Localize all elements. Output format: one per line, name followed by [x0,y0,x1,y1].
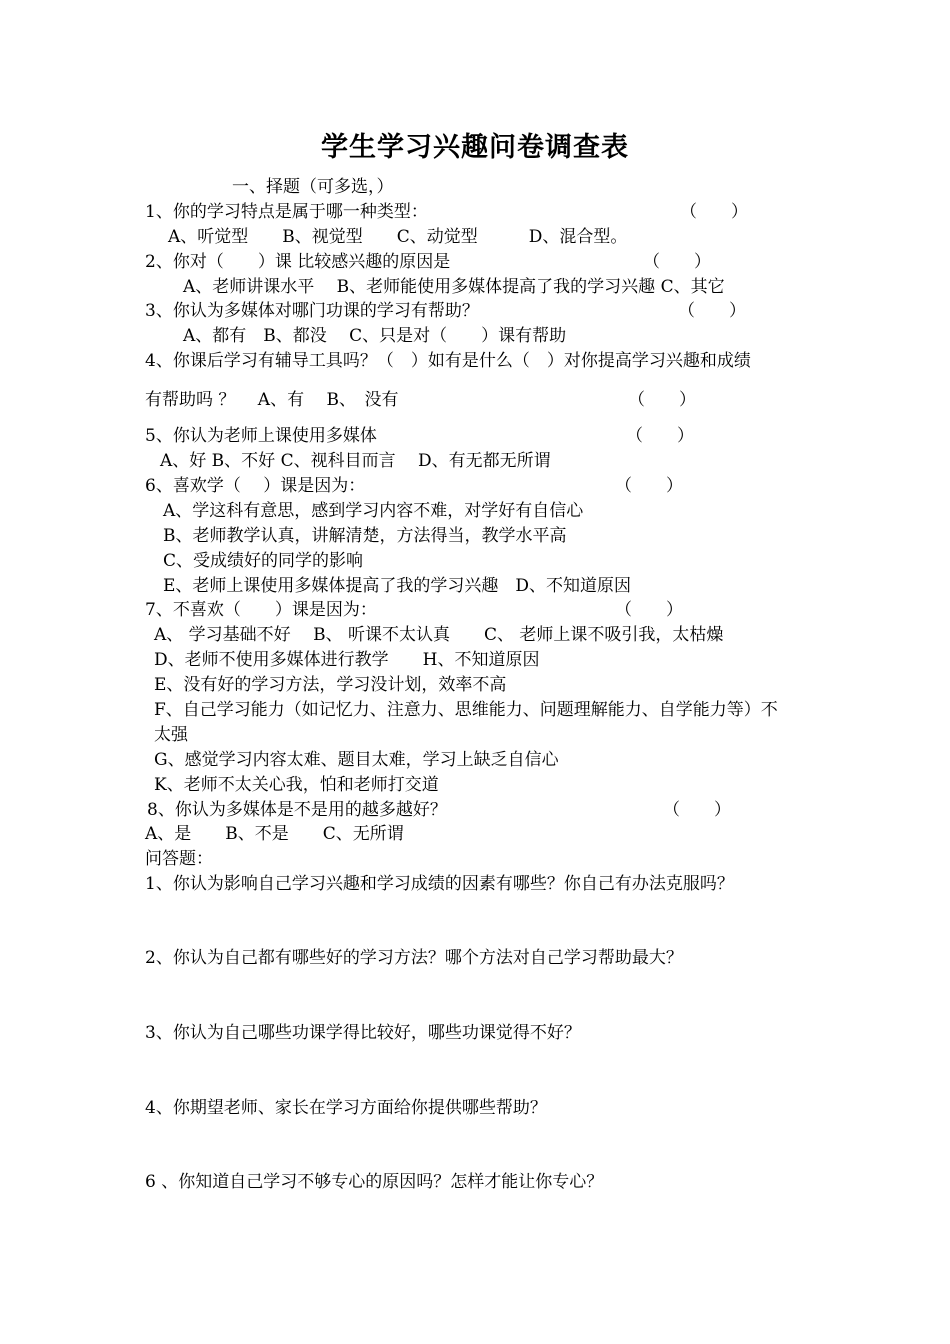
question-6-option: A、学这科有意思，感到学习内容不难，对学好有自信心 [163,501,584,521]
section2-heading: 问答题： [145,849,213,869]
answer-bracket-2: （ ） [643,252,711,272]
section1-heading: 一、择题（可多选，） [232,177,394,197]
answer-bracket-6: （ ） [615,476,683,496]
question-3: 3、你认为多媒体对哪门功课的学习有帮助？ [145,301,479,321]
answer-bracket-1: （ ） [680,202,748,222]
question-2-options: A、老师讲课水平 B、老师能使用多媒体提高了我的学习兴趣 C、其它 [183,277,725,297]
question-7-option: A、 学习基础不好 B、 听课不太认真 C、 老师上课不吸引我，太枯燥 [154,625,724,645]
question-4: 4、你课后学习有辅导工具吗？（ ）如有是什么（ ）对你提高学习兴趣和成绩 [145,351,751,371]
question-2: 2、你对（ ）课 比较感兴趣的原因是 [145,252,451,272]
open-question-1: 1、你认为影响自己学习兴趣和学习成绩的因素有哪些？你自己有办法克服吗？ [145,874,734,894]
answer-bracket-3: （ ） [678,301,746,321]
answer-bracket-5: （ ） [626,426,694,446]
question-6-option: E、老师上课使用多媒体提高了我的学习兴趣 D、不知道原因 [163,576,632,596]
question-7-option: G、感觉学习内容太难、题目太难，学习上缺乏自信心 [154,750,559,770]
question-3-options: A、都有 B、都没 C、只是对（ ）课有帮助 [183,326,567,346]
question-7-option: D、老师不使用多媒体进行教学 H、不知道原因 [154,650,540,670]
answer-bracket-7: （ ） [615,600,683,620]
open-question-6: 6 、你知道自己学习不够专心的原因吗？怎样才能让你专心？ [145,1172,604,1192]
open-question-3: 3、你认为自己哪些功课学得比较好，哪些功课觉得不好？ [145,1023,581,1043]
question-1-options: A、听觉型 B、视觉型 C、动觉型 D、混合型。 [168,227,628,247]
question-8-options: A、是 B、不是 C、无所谓 [145,824,404,844]
question-5-options: A、好 B、不好 C、视科目而言 D、有无都无所谓 [160,451,551,471]
question-7-option: F、自己学习能力（如记忆力、注意力、思维能力、问题理解能力、自学能力等）不 [154,700,778,720]
question-1: 1、你的学习特点是属于哪一种类型： [145,202,428,222]
open-question-2: 2、你认为自己都有哪些好的学习方法？哪个方法对自己学习帮助最大？ [145,948,683,968]
question-7-option: E、没有好的学习方法，学习没计划，效率不高 [154,675,507,695]
question-5: 5、你认为老师上课使用多媒体 [145,426,377,446]
question-4-continued: 有帮助吗 ？ A、有 B、 没有 [145,390,399,410]
answer-bracket-8: （ ） [663,800,731,820]
question-7-option: K、老师不太关心我，怕和老师打交道 [154,775,439,795]
question-7: 7、不喜欢（ ）课是因为： [145,600,377,620]
question-6-option: C、受成绩好的同学的影响 [163,551,364,571]
open-question-4: 4、你期望老师、家长在学习方面给你提供哪些帮助？ [145,1098,547,1118]
question-6: 6、喜欢学（ ）课是因为： [145,476,366,496]
answer-bracket-4: （ ） [628,390,696,410]
question-6-option: B、老师教学认真，讲解清楚，方法得当，教学水平高 [163,526,567,546]
page-title: 学生学习兴趣问卷调查表 [321,132,629,163]
question-7-option: 太强 [154,725,188,745]
question-8: 8、你认为多媒体是不是用的越多越好？ [147,800,447,820]
